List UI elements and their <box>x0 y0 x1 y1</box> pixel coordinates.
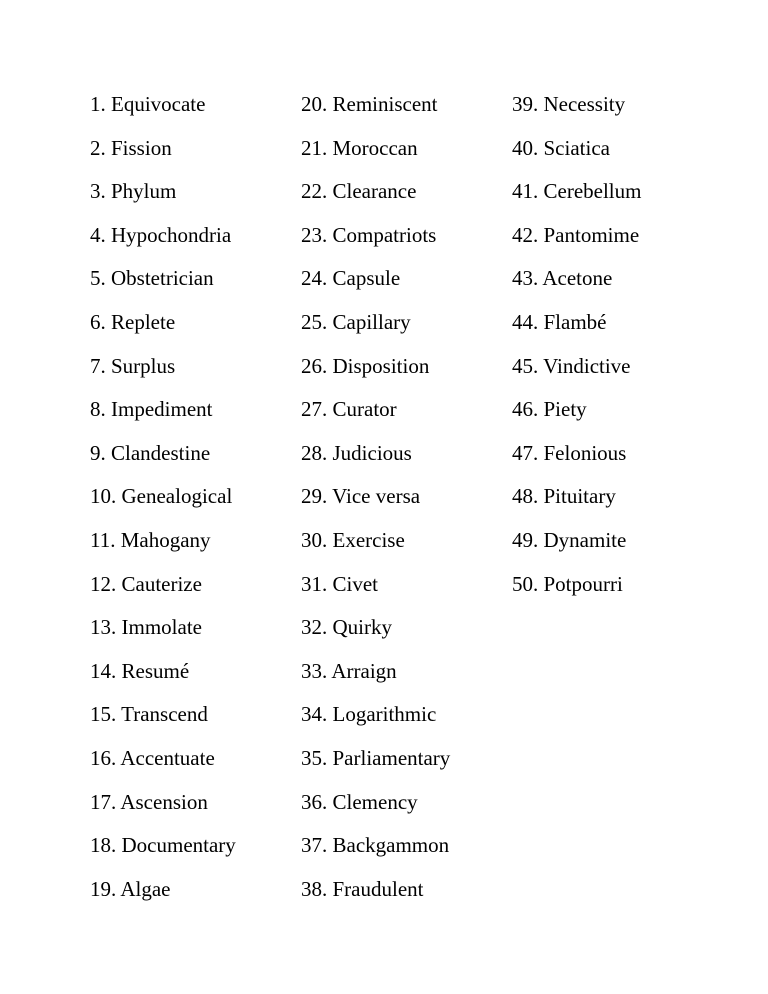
word-list-item: 15. Transcend <box>90 702 208 727</box>
word-column-2 <box>301 90 450 918</box>
word-list-item: 42. Pantomime <box>512 222 640 247</box>
word-list-item: 7. Surplus <box>90 353 176 378</box>
word-list-item: 10. Genealogical <box>90 484 233 509</box>
word-list-item: 35. Parliamentary <box>301 745 451 770</box>
word-list-item: 5. Obstetrician <box>90 266 214 291</box>
word-list-item: 16. Accentuate <box>90 745 215 770</box>
word-list-item: 12. Cauterize <box>90 571 202 596</box>
word-list-item: 11. Mahogany <box>90 527 211 552</box>
word-list-item: 45. Vindictive <box>512 353 631 378</box>
word-list-item: 3. Phylum <box>90 179 177 204</box>
word-list-item: 40. Sciatica <box>512 135 610 160</box>
word-list-item: 34. Logarithmic <box>301 702 437 727</box>
word-list-item: 38. Fraudulent <box>301 876 424 901</box>
word-list-item: 14. Resumé <box>90 658 190 683</box>
word-list-item: 32. Quirky <box>301 615 392 640</box>
word-list-item: 49. Dynamite <box>512 527 627 552</box>
word-list-item: 29. Vice versa <box>301 484 421 509</box>
word-list-item: 21. Moroccan <box>301 135 418 160</box>
word-list-item: 33. Arraign <box>301 658 397 683</box>
word-list-item: 27. Curator <box>301 397 397 422</box>
word-list-item: 47. Felonious <box>512 440 627 465</box>
word-list-item: 31. Civet <box>301 571 378 596</box>
word-list-item: 13. Immolate <box>90 615 202 640</box>
word-list-item: 25. Capillary <box>301 309 411 334</box>
word-list-item: 44. Flambé <box>512 309 607 334</box>
word-list-item: 36. Clemency <box>301 789 418 814</box>
word-list-item: 48. Pituitary <box>512 484 616 509</box>
word-list-item: 9. Clandestine <box>90 440 211 465</box>
word-list-item: 24. Capsule <box>301 266 401 291</box>
word-list-item: 18. Documentary <box>90 833 236 858</box>
word-list-item: 37. Backgammon <box>301 833 450 858</box>
word-list-item: 8. Impediment <box>90 397 213 422</box>
word-column-1 <box>90 90 236 918</box>
word-list-item: 19. Algae <box>90 876 171 901</box>
word-list-item: 28. Judicious <box>301 440 412 465</box>
word-list-item: 41. Cerebellum <box>512 179 642 204</box>
word-list-item: 22. Clearance <box>301 179 417 204</box>
word-list-item: 46. Piety <box>512 397 587 422</box>
word-list-item: 30. Exercise <box>301 527 405 552</box>
word-list-item: 2. Fission <box>90 135 172 160</box>
word-list-item: 20. Reminiscent <box>301 92 438 116</box>
word-list-item: 39. Necessity <box>512 92 626 116</box>
word-list-item: 43. Acetone <box>512 266 613 291</box>
word-list-item: 23. Compatriots <box>301 222 437 247</box>
word-list-item: 6. Replete <box>90 309 176 334</box>
word-column-3 <box>512 90 641 613</box>
word-list-item: 26. Disposition <box>301 353 430 378</box>
word-list-item: 1. Equivocate <box>90 92 206 116</box>
word-list-item: 50. Potpourri <box>512 571 623 596</box>
word-list-item: 4. Hypochondria <box>90 222 232 247</box>
word-list-item: 17. Ascension <box>90 789 208 814</box>
